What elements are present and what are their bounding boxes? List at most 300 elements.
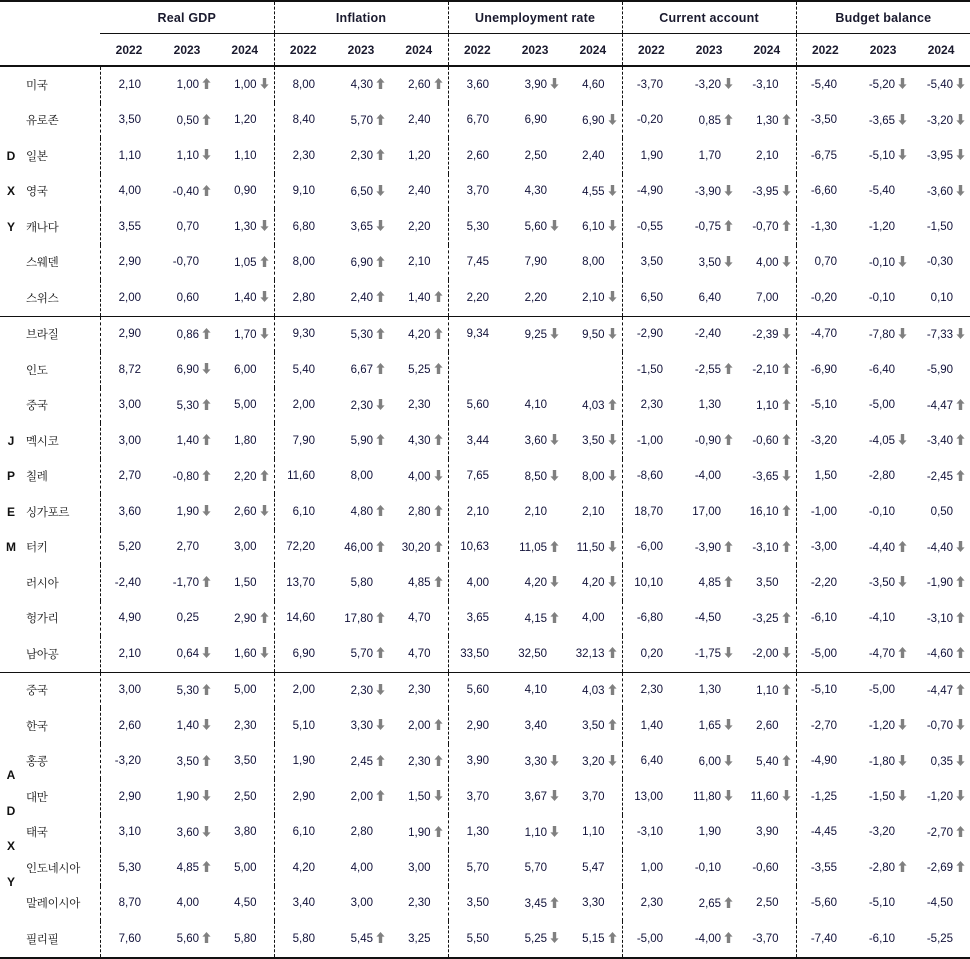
- cell-value: -2,80: [868, 862, 896, 875]
- table-row[interactable]: [0, 708, 970, 744]
- table-row[interactable]: [0, 601, 970, 637]
- data-cell: [854, 388, 912, 424]
- cell-value: 6,80: [292, 220, 316, 233]
- data-cell: [100, 423, 158, 459]
- cell-value: 4,30: [350, 79, 374, 92]
- cell-value: 4,00: [408, 470, 431, 483]
- data-cell: [448, 388, 506, 424]
- cell-value: 2,60: [408, 79, 431, 92]
- data-cell: [738, 850, 796, 886]
- header-group-real-gdp: Real GDP: [100, 1, 274, 34]
- cell-value: -4,00: [694, 933, 722, 946]
- table-row[interactable]: [0, 423, 970, 459]
- cell-value: -3,20: [114, 755, 141, 768]
- arrow-down-icon: [955, 149, 966, 160]
- cell-value: 4,00: [582, 612, 605, 625]
- arrow-up-icon: [549, 612, 560, 623]
- table-row[interactable]: [0, 66, 970, 103]
- block-side-letter: [0, 636, 22, 672]
- cell-value: 6,90: [350, 256, 374, 269]
- data-cell: [158, 744, 216, 780]
- arrow-down-icon: [723, 185, 734, 196]
- arrow-up-icon: [259, 470, 270, 481]
- cell-value: 2,20: [524, 291, 548, 304]
- cell-value: 1,90: [640, 149, 664, 162]
- cell-value: -6,40: [868, 363, 896, 376]
- data-cell: [854, 815, 912, 851]
- cell-value: 7,90: [292, 434, 316, 447]
- data-cell: [854, 708, 912, 744]
- cell-value: 3,10: [118, 826, 141, 839]
- data-cell: [622, 565, 680, 601]
- arrow-down-icon: [259, 328, 270, 339]
- block-side-letter: X: [6, 839, 15, 854]
- table-row[interactable]: [0, 174, 970, 210]
- header-year-unemployment-2022: 2022: [448, 34, 506, 67]
- table-row[interactable]: [0, 245, 970, 281]
- cell-value: 5,80: [292, 932, 316, 945]
- data-cell: [854, 886, 912, 922]
- cell-value: 1,00: [234, 79, 257, 92]
- data-cell: [158, 352, 216, 388]
- data-cell: [738, 530, 796, 566]
- arrow-up-icon: [723, 576, 734, 587]
- arrow-down-icon: [433, 790, 444, 801]
- cell-value: 7,65: [466, 470, 490, 483]
- cell-value: -2,45: [926, 470, 954, 483]
- data-cell: [564, 103, 622, 139]
- data-cell: [796, 921, 854, 958]
- arrow-up-icon: [201, 434, 212, 445]
- arrow-down-icon: [955, 328, 966, 339]
- data-cell: [796, 138, 854, 174]
- data-cell: [912, 672, 970, 708]
- table-row[interactable]: [0, 103, 970, 139]
- table-row[interactable]: [0, 886, 970, 922]
- cell-value: 32,13: [575, 648, 605, 661]
- arrow-down-icon: [201, 826, 212, 837]
- data-cell: [912, 423, 970, 459]
- data-cell: [390, 280, 448, 316]
- data-cell: [506, 388, 564, 424]
- data-cell: [390, 636, 448, 672]
- cell-value: -5,10: [868, 897, 896, 910]
- cell-value: 3,50: [756, 576, 779, 589]
- header-year-budget-2022: 2022: [796, 34, 854, 67]
- data-cell: [680, 352, 738, 388]
- header-group-current-account: Current account: [622, 1, 796, 34]
- arrow-down-icon: [955, 114, 966, 125]
- cell-value: -0,70: [752, 221, 779, 234]
- cell-value: 3,20: [582, 755, 605, 768]
- arrow-down-icon: [781, 790, 792, 801]
- cell-value: 4,85: [176, 862, 199, 875]
- data-cell: [274, 636, 332, 672]
- data-cell: [854, 530, 912, 566]
- country-label: 말레이시아: [26, 898, 81, 911]
- cell-value: 2,50: [524, 149, 548, 162]
- data-cell: [332, 708, 390, 744]
- cell-value: 46,00: [344, 541, 374, 554]
- country-label: 남아공: [22, 636, 100, 672]
- cell-value: 2,20: [466, 291, 490, 304]
- table-row[interactable]: [0, 459, 970, 495]
- data-cell: [274, 850, 332, 886]
- cell-value: 3,25: [408, 932, 431, 945]
- data-cell: [274, 779, 332, 815]
- data-cell: [158, 815, 216, 851]
- data-cell: [622, 672, 680, 708]
- cell-value: 3,70: [466, 790, 490, 803]
- cell-value: 6,50: [640, 291, 664, 304]
- arrow-down-icon: [723, 647, 734, 658]
- cell-value: 0,86: [176, 328, 199, 341]
- data-cell: [738, 815, 796, 851]
- cell-value: 2,30: [350, 150, 374, 163]
- cell-value: 3,55: [118, 220, 141, 233]
- cell-value: 5,40: [292, 363, 316, 376]
- arrow-up-icon: [955, 826, 966, 837]
- cell-value: -4,47: [926, 684, 954, 697]
- cell-value: -1,00: [636, 434, 664, 447]
- data-cell: [216, 494, 274, 530]
- data-cell: [216, 388, 274, 424]
- data-cell: [680, 459, 738, 495]
- data-cell: [506, 815, 564, 851]
- table-row[interactable]: [0, 209, 970, 245]
- arrow-up-icon: [201, 576, 212, 587]
- table-row[interactable]: [0, 921, 970, 958]
- arrow-up-icon: [955, 612, 966, 623]
- data-cell: [332, 209, 390, 245]
- cell-value: 9,25: [524, 328, 548, 341]
- data-cell: [332, 174, 390, 210]
- data-cell: [506, 530, 564, 566]
- data-cell: [332, 316, 390, 352]
- data-cell: [738, 708, 796, 744]
- block-side-letter: Y: [6, 219, 15, 234]
- table-row[interactable]: [0, 565, 970, 601]
- cell-value: 4,00: [466, 576, 490, 589]
- arrow-up-icon: [781, 612, 792, 623]
- table-row[interactable]: [0, 815, 970, 851]
- data-cell: [506, 672, 564, 708]
- block-side-letter: [0, 280, 22, 316]
- arrow-down-icon: [201, 363, 212, 374]
- data-cell: [622, 66, 680, 103]
- cell-value: 2,30: [640, 399, 664, 412]
- data-cell: [390, 352, 448, 388]
- cell-value: 2,20: [408, 220, 431, 233]
- block-side-letter: [0, 601, 22, 637]
- data-cell: [564, 174, 622, 210]
- table-row[interactable]: [0, 672, 970, 708]
- cell-value: -2,20: [810, 576, 838, 589]
- data-cell: [390, 174, 448, 210]
- data-cell: [216, 850, 274, 886]
- data-cell: [158, 423, 216, 459]
- cell-value: 1,30: [466, 826, 490, 839]
- cell-value: 16,10: [749, 506, 779, 519]
- data-cell: [738, 886, 796, 922]
- arrow-up-icon: [375, 790, 386, 801]
- cell-value: 0,70: [176, 220, 199, 233]
- cell-value: 72,20: [286, 541, 316, 554]
- data-cell: [854, 850, 912, 886]
- arrow-down-icon: [433, 470, 444, 481]
- cell-value: 4,10: [524, 399, 548, 412]
- cell-value: 2,30: [408, 897, 431, 910]
- data-cell: [912, 601, 970, 637]
- cell-value: 3,80: [234, 826, 257, 839]
- cell-value: -0,80: [172, 470, 199, 483]
- arrow-up-icon: [375, 612, 386, 623]
- arrow-up-icon: [433, 826, 444, 837]
- arrow-up-icon: [201, 185, 212, 196]
- cell-value: 2,10: [524, 505, 548, 518]
- cell-value: -4,90: [810, 755, 838, 768]
- data-cell: [100, 779, 158, 815]
- cell-value: 4,50: [234, 897, 257, 910]
- cell-value: 4,03: [582, 684, 605, 697]
- data-cell: [332, 636, 390, 672]
- data-cell: [912, 921, 970, 958]
- data-cell: [622, 779, 680, 815]
- data-cell: [854, 565, 912, 601]
- cell-value: -0,10: [694, 861, 722, 874]
- table-row[interactable]: [0, 779, 970, 815]
- cell-value: 5,90: [350, 435, 374, 448]
- table-row[interactable]: [0, 636, 970, 672]
- table-row[interactable]: [0, 316, 970, 352]
- arrow-down-icon: [723, 719, 734, 730]
- data-cell: [796, 708, 854, 744]
- arrow-down-icon: [607, 755, 618, 766]
- data-cell: [912, 138, 970, 174]
- cell-value: -3,65: [752, 470, 779, 483]
- country-label: 중국: [26, 400, 48, 413]
- cell-value: 3,60: [118, 505, 141, 518]
- data-cell: [332, 352, 390, 388]
- header-group-budget-balance: Budget balance: [796, 1, 970, 34]
- cell-value: 2,10: [118, 647, 141, 660]
- block-side-letter: E: [6, 504, 15, 519]
- cell-value: 3,50: [640, 256, 664, 269]
- cell-value: -1,50: [926, 220, 954, 233]
- table-row[interactable]: [0, 494, 970, 530]
- data-cell: [738, 921, 796, 958]
- data-cell: [100, 850, 158, 886]
- data-cell: [216, 779, 274, 815]
- block-side-letter: [0, 352, 22, 388]
- data-cell: [912, 565, 970, 601]
- data-cell: [158, 601, 216, 637]
- data-cell: [564, 708, 622, 744]
- data-cell: [564, 815, 622, 851]
- data-cell: [216, 886, 274, 922]
- block-side-letter: [0, 103, 22, 139]
- data-cell: [854, 494, 912, 530]
- cell-value: 5,45: [350, 933, 374, 946]
- data-cell: [332, 601, 390, 637]
- header-group-row: [0, 1, 970, 34]
- data-cell: [680, 744, 738, 780]
- data-cell: [100, 565, 158, 601]
- data-cell: [332, 103, 390, 139]
- data-cell: [274, 245, 332, 281]
- data-cell: [506, 245, 564, 281]
- data-cell: [100, 815, 158, 851]
- cell-value: 3,00: [118, 434, 141, 447]
- arrow-down-icon: [955, 790, 966, 801]
- data-cell: [158, 174, 216, 210]
- cell-value: -6,90: [810, 363, 838, 376]
- data-cell: [738, 209, 796, 245]
- arrow-down-icon: [723, 790, 734, 801]
- arrow-up-icon: [375, 149, 386, 160]
- cell-value: 0,50: [176, 114, 199, 127]
- data-cell: [680, 921, 738, 958]
- cell-value: -2,90: [636, 328, 664, 341]
- table-row[interactable]: [0, 138, 970, 174]
- arrow-down-icon: [781, 328, 792, 339]
- data-cell: [506, 886, 564, 922]
- cell-value: 2,10: [756, 149, 779, 162]
- data-cell: [100, 388, 158, 424]
- data-cell: [158, 565, 216, 601]
- arrow-up-icon: [781, 541, 792, 552]
- cell-value: 3,70: [466, 185, 490, 198]
- data-cell: [796, 280, 854, 316]
- cell-value: -4,70: [810, 328, 838, 341]
- country-label: 칠레: [26, 471, 48, 484]
- data-cell: [854, 280, 912, 316]
- cell-value: 17,80: [344, 612, 374, 625]
- data-cell: [274, 494, 332, 530]
- data-cell: [738, 352, 796, 388]
- data-cell: [158, 459, 216, 495]
- data-cell: [448, 174, 506, 210]
- arrow-up-icon: [259, 612, 270, 623]
- arrow-down-icon: [955, 719, 966, 730]
- arrow-down-icon: [897, 434, 908, 445]
- arrow-up-icon: [955, 684, 966, 695]
- arrow-down-icon: [955, 541, 966, 552]
- data-cell: [390, 316, 448, 352]
- country-label: 브라질: [26, 329, 59, 342]
- cell-value: 2,30: [292, 149, 316, 162]
- cell-value: 3,50: [582, 435, 605, 448]
- table-row[interactable]: [0, 850, 970, 886]
- cell-value: -5,10: [868, 150, 896, 163]
- data-cell: [738, 388, 796, 424]
- data-cell: [390, 815, 448, 851]
- cell-value: 2,60: [466, 149, 490, 162]
- data-cell: [216, 280, 274, 316]
- header-year-corner-name: [22, 34, 100, 67]
- cell-value: 1,40: [176, 435, 199, 448]
- arrow-down-icon: [375, 220, 386, 231]
- cell-value: -6,00: [636, 541, 664, 554]
- data-cell: [506, 209, 564, 245]
- table-row[interactable]: [0, 530, 970, 566]
- header-year-unemployment-2024: 2024: [564, 34, 622, 67]
- table-row[interactable]: [0, 388, 970, 424]
- arrow-down-icon: [781, 256, 792, 267]
- data-cell: [216, 423, 274, 459]
- data-cell: [564, 494, 622, 530]
- data-cell: [216, 245, 274, 281]
- data-cell: [332, 530, 390, 566]
- arrow-down-icon: [723, 256, 734, 267]
- block-side-letter: X: [6, 184, 15, 199]
- cell-value: -3,10: [752, 541, 779, 554]
- data-cell: [622, 103, 680, 139]
- cell-value: -3,20: [926, 114, 954, 127]
- data-cell: [506, 103, 564, 139]
- arrow-up-icon: [781, 220, 792, 231]
- data-cell: [216, 744, 274, 780]
- cell-value: 5,70: [524, 861, 548, 874]
- cell-value: 4,03: [582, 399, 605, 412]
- data-cell: [100, 174, 158, 210]
- cell-value: -3,50: [868, 577, 896, 590]
- cell-value: -4,70: [868, 648, 896, 661]
- cell-value: 1,70: [698, 149, 722, 162]
- arrow-up-icon: [433, 363, 444, 374]
- table-row[interactable]: [0, 744, 970, 780]
- cell-value: 1,20: [234, 114, 257, 127]
- cell-value: 4,20: [524, 577, 548, 590]
- data-cell: [390, 601, 448, 637]
- header-year-row: [0, 34, 970, 67]
- table-row[interactable]: [0, 352, 970, 388]
- data-cell: [796, 209, 854, 245]
- data-cell: [564, 672, 622, 708]
- arrow-down-icon: [259, 220, 270, 231]
- cell-value: 6,00: [698, 755, 722, 768]
- data-cell: [796, 423, 854, 459]
- data-cell: [854, 921, 912, 958]
- data-cell: [506, 708, 564, 744]
- data-cell: [332, 779, 390, 815]
- arrow-up-icon: [201, 328, 212, 339]
- data-cell: [216, 601, 274, 637]
- cell-value: 4,20: [292, 861, 316, 874]
- cell-value: 1,90: [176, 506, 199, 519]
- data-cell: [274, 744, 332, 780]
- cell-value: 4,70: [408, 612, 431, 625]
- header-group-unemployment-rate: Unemployment rate: [448, 1, 622, 34]
- cell-value: -3,70: [636, 78, 664, 91]
- table-row[interactable]: [0, 280, 970, 316]
- data-cell: [680, 886, 738, 922]
- data-cell: [564, 636, 622, 672]
- cell-value: 8,70: [118, 897, 141, 910]
- cell-value: -4,00: [694, 470, 722, 483]
- cell-value: 0,10: [930, 291, 954, 304]
- arrow-down-icon: [201, 790, 212, 801]
- cell-value: 0,90: [234, 185, 257, 198]
- arrow-down-icon: [723, 78, 734, 89]
- data-cell: [100, 352, 158, 388]
- cell-value: 4,20: [408, 328, 431, 341]
- data-cell: [912, 66, 970, 103]
- arrow-up-icon: [781, 684, 792, 695]
- arrow-up-icon: [201, 755, 212, 766]
- data-cell: [912, 280, 970, 316]
- country-label: 한국: [26, 720, 48, 733]
